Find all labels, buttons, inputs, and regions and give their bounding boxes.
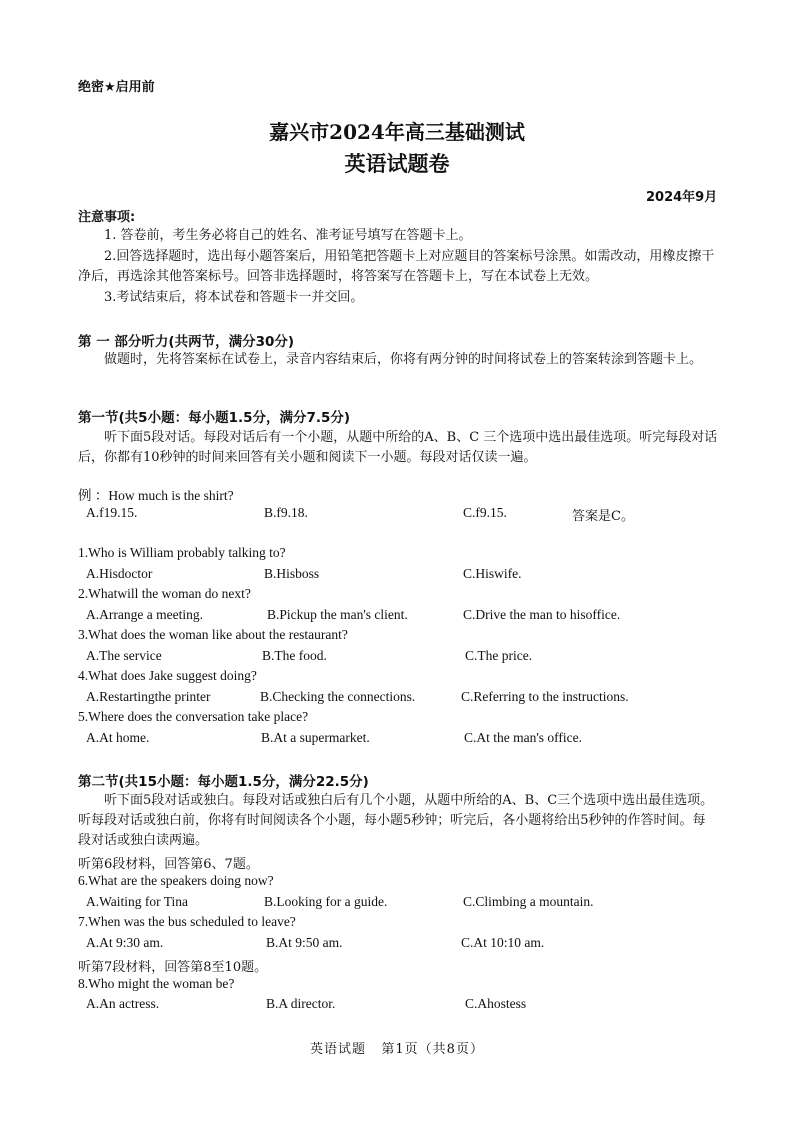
example-answer: 答案是C。: [572, 509, 634, 524]
notes-item-3: 3.考试结束后，将本试卷和答题卡一并交回。: [104, 290, 364, 305]
exam-subtitle: 英语试题卷: [344, 151, 450, 176]
part1-instructions: 做题时，先将答案标在试卷上，录音内容结束后，你将有两分钟的时间将试卷上的答案转涂到答题卡上。: [104, 352, 703, 367]
q1-option-b: B.Hisboss: [264, 566, 320, 581]
question-3: 3.What does the woman like about the restaurant?: [78, 627, 348, 642]
q1-option-a: A.Hisdoctor: [86, 566, 153, 581]
q8-option-a: A.An actress.: [86, 996, 160, 1011]
example-option-c: C.f9.15.: [463, 505, 507, 520]
notes-item-2: 2.回答选择题时，选出每小题答案后，用铅笔把答题卡上对应题目的答案标号涂黑。如需改动，用橡皮擦干净后，再选涂其他答案标号。回答非选择题时，将答案写在答题卡上，写在本试卷上无效。: [78, 249, 715, 284]
q3-option-b: B.The food.: [262, 648, 327, 663]
confidential-label: 绝密★启用前: [78, 80, 155, 95]
example-option-a: A.f19.15.: [86, 505, 138, 520]
material-6-note: 听第6段材料，回答第6、7题。: [78, 857, 259, 872]
notes-heading: 注意事项:: [78, 210, 136, 225]
q7-option-a: A.At 9:30 am.: [86, 935, 164, 950]
q6-option-c: C.Climbing a mountain.: [463, 894, 594, 909]
q6-option-a: A.Waiting for Tina: [86, 894, 189, 909]
section1-heading: 第一节(共5小题：每小题1.5分，满分7.5分): [78, 410, 351, 426]
exam-title: 嘉兴市2024年高三基础测试: [269, 120, 525, 144]
q8-option-c: C.Ahostess: [465, 996, 527, 1011]
q4-option-c: C.Referring to the instructions.: [461, 689, 629, 704]
q5-option-a: A.At home.: [86, 730, 150, 745]
question-7: 7.When was the bus scheduled to leave?: [78, 914, 296, 929]
q2-option-c: C.Drive the man to hisoffice.: [463, 607, 621, 622]
question-6: 6.What are the speakers doing now?: [78, 873, 274, 888]
material-7-note: 听第7段材料，回答第8至10题。: [78, 960, 268, 975]
q4-option-a: A.Restartingthe printer: [86, 689, 211, 704]
exam-date: 2024年9月: [646, 190, 718, 205]
q4-option-b: B.Checking the connections.: [260, 689, 416, 704]
question-2: 2.Whatwill the woman do next?: [78, 586, 251, 601]
q6-option-b: B.Looking for a guide.: [264, 894, 388, 909]
example-question: 例 ：How much is the shirt?: [78, 488, 234, 503]
example-option-b: B.f9.18.: [264, 505, 308, 520]
section1-instructions: 听下面5段对话。每段对话后有一个小题，从题中所给的A、B、C 三个选项中选出最佳选项。听完每段对话后，你都有10秒钟的时间来回答有关小题和阅读下一小题。每段对话仅读一遍。: [78, 430, 718, 465]
question-1: 1.Who is William probably talking to?: [78, 545, 286, 560]
q5-option-b: B.At a supermarket.: [261, 730, 370, 745]
question-8: 8.Who might the woman be?: [78, 976, 235, 991]
section2-heading: 第二节(共15小题：每小题1.5分，满分22.5分): [78, 774, 369, 790]
q1-option-c: C.Hiswife.: [463, 566, 522, 581]
q7-option-b: B.At 9:50 am.: [266, 935, 343, 950]
q3-option-c: C.The price.: [465, 648, 533, 663]
notes-item-1: 1. 答卷前，考生务必将自己的姓名、准考证号填写在答题卡上。: [104, 228, 472, 243]
question-5: 5.Where does the conversation take place?: [78, 709, 309, 724]
q7-option-c: C.At 10:10 am.: [461, 935, 545, 950]
q2-option-a: A.Arrange a meeting.: [86, 607, 203, 622]
section2-instructions: 听下面5段对话或独白。每段对话或独白后有几个小题，从题中所给的A、B、C三个选项中选出最佳选项。听每段对话或独白前，你将有时间阅读各个小题，每小题5秒钟；听完后，各小题将给出5秒钟的作答时间。每段对话或独白读两遍。: [78, 793, 714, 848]
part1-heading: 第 一 部分听力(共两节，满分30分): [78, 334, 295, 350]
page-footer: 英语试题 第1页（共8页）: [310, 1042, 484, 1057]
question-4: 4.What does Jake suggest doing?: [78, 668, 257, 683]
q8-option-b: B.A director.: [266, 996, 336, 1011]
q3-option-a: A.The service: [86, 648, 162, 663]
q2-option-b: B.Pickup the man's client.: [267, 607, 408, 622]
q5-option-c: C.At the man's office.: [464, 730, 583, 745]
